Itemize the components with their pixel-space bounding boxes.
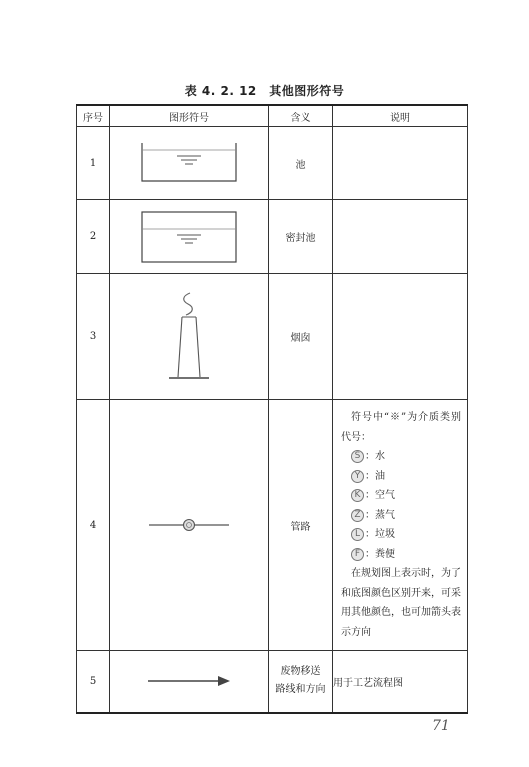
table-row [77,127,468,200]
chimney-icon [164,291,214,383]
symbol-cell [110,651,269,713]
arrow-right-icon [144,674,234,688]
table-row [77,400,468,651]
medium-label: ：粪便 [365,548,395,560]
header-description: 说明 [333,105,468,127]
row-num: 4 [77,400,110,651]
pipeline-description [333,400,467,650]
page-title: 表 4. 2. 12 其他图形符号 [184,84,345,98]
medium-l-icon: L [351,528,364,541]
table-header-row [77,105,468,127]
list-item [351,486,461,506]
pool-icon [139,141,239,185]
medium-label: ：垃圾 [365,529,395,540]
row-description [333,274,468,400]
list-item [351,447,461,467]
header-symbol: 图形符号 [110,105,269,127]
meaning-line: 路线和方向 [275,684,326,696]
symbol-cell [110,200,269,274]
table-row [77,274,468,400]
medium-label: ：油 [365,470,385,482]
row-num: 3 [77,274,110,400]
medium-k-icon: K [351,489,364,502]
medium-code-list [341,447,461,564]
pipeline-note: 在规划图上表示时，为了和底图颜色区别开来，可采用其他颜色，也可加箭头表示方向 [341,568,461,638]
meaning-line: 废物移送 [280,666,321,678]
medium-label: ：水 [365,451,385,462]
medium-z-icon: Z [351,509,364,522]
header-num: 序号 [77,105,110,127]
row-meaning [269,651,333,713]
row-description: 用于工艺流程图 [333,651,468,713]
list-item [351,467,461,487]
medium-f-icon: F [351,548,364,561]
list-item [351,525,461,545]
medium-s-icon: S [351,450,364,463]
row-description [333,200,468,274]
row-description [333,400,468,651]
row-meaning: 管路 [269,400,333,651]
row-num: 2 [77,200,110,274]
row-num: 1 [77,127,110,200]
list-item [351,506,461,526]
table-row [77,651,468,713]
row-meaning: 烟囱 [269,274,333,400]
medium-label: ：蒸气 [365,509,395,521]
row-meaning: 池 [269,127,333,200]
medium-intro: 符号中“※”为介质类别代号： [341,412,461,443]
symbol-cell [110,274,269,400]
medium-label: ：空气 [365,490,395,501]
row-description [333,127,468,200]
row-num: 5 [77,651,110,713]
sealed-pool-icon [139,210,239,264]
table-row [77,200,468,274]
list-item [351,545,461,565]
page-number: 71 [432,718,450,734]
symbol-cell [110,400,269,651]
medium-y-icon: Y [351,470,364,483]
row-meaning: 密封池 [269,200,333,274]
symbol-table [76,104,468,714]
header-meaning: 含义 [269,105,333,127]
pipeline-icon [139,515,239,535]
symbol-cell [110,127,269,200]
